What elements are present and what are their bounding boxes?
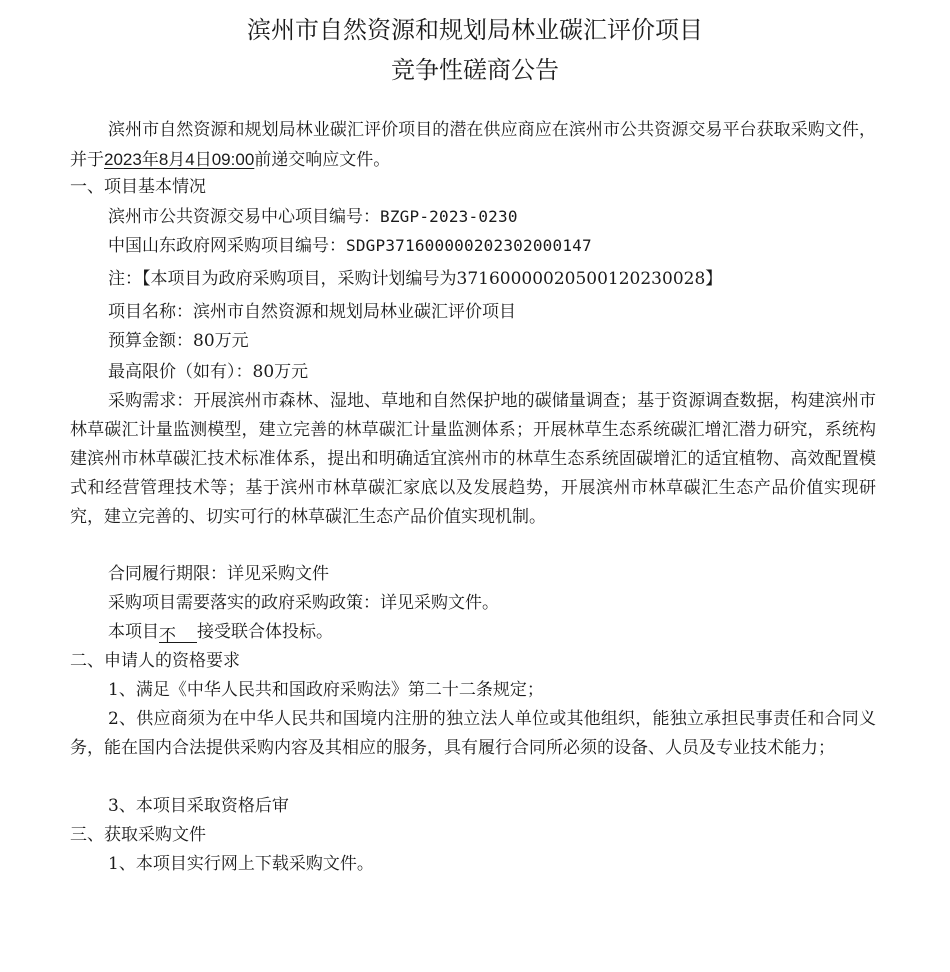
- max-price: 最高限价（如有）：80万元: [108, 362, 309, 382]
- qualification-item: 3、本项目采取资格后审: [108, 796, 289, 816]
- procurement-demand: 采购需求：开展滨州市森林、湿地、草地和自然保护地的碳储量调查；基于资源调查数据，构建滨州市林草碳汇计量监测模型，建立完善的林草碳汇计量监测体系；开展林草生态系统碳汇增汇潜力研究，系统构建滨州市林草碳汇技术标准体系，提出和明确适宜滨州市的林草生态系统固碳增汇的适宜植物、高效配置模式和经营管理技术等；基于滨州市林草碳汇家底以及发展趋势，开展滨州市林草碳汇生态产品价值实现研究，建立完善的、切实可行的林草碳汇生态产品价值实现机制。: [70, 391, 876, 527]
- contract-term: 合同履行期限：详见采购文件: [108, 564, 329, 584]
- consortium-statement: 本项目不 接受联合体投标。: [108, 622, 333, 646]
- project-name: 项目名称：滨州市自然资源和规划局林业碳汇评价项目: [108, 302, 516, 322]
- section-heading-project-info: 一、项目基本情况: [70, 177, 206, 197]
- budget-amount: 预算金额：80万元: [108, 331, 249, 351]
- obtain-docs-item: 1、本项目实行网上下载采购文件。: [108, 854, 374, 874]
- center-project-number: 滨州市公共资源交易中心项目编号：BZGP-2023-0230: [108, 207, 518, 227]
- gov-project-number: 中国山东政府网采购项目编号：SDGP371600000202302000147: [108, 236, 592, 256]
- qualification-item: 2、供应商须为在中华人民共和国境内注册的独立法人单位或其他组织，能独立承担民事责任和合同义务，能在国内合法提供采购内容及其相应的服务，具有履行合同所必须的设备、人员及专业技术能力；: [70, 709, 876, 758]
- document-title: 滨州市自然资源和规划局林业碳汇评价项目: [247, 16, 703, 44]
- qualification-item: 1、满足《中华人民共和国政府采购法》第二十二条规定；: [108, 680, 544, 700]
- procurement-plan-note: 注：【本项目为政府采购项目，采购计划编号为37160000020500120230028】: [108, 269, 723, 289]
- section-heading-qualifications: 二、申请人的资格要求: [70, 651, 240, 671]
- intro-paragraph: 滨州市自然资源和规划局林业碳汇评价项目的潜在供应商应在滨州市公共资源交易平台获取采购文件，并于2023年8月4日09:00前递交响应文件。: [70, 120, 876, 170]
- procurement-policy: 采购项目需要落实的政府采购政策：详见采购文件。: [108, 593, 499, 613]
- submission-deadline: 2023年8月4日09:00: [104, 150, 255, 169]
- consortium-blank: 不: [159, 622, 197, 643]
- section-heading-obtain-docs: 三、获取采购文件: [70, 825, 206, 845]
- document-subtitle: 竞争性磋商公告: [391, 56, 559, 84]
